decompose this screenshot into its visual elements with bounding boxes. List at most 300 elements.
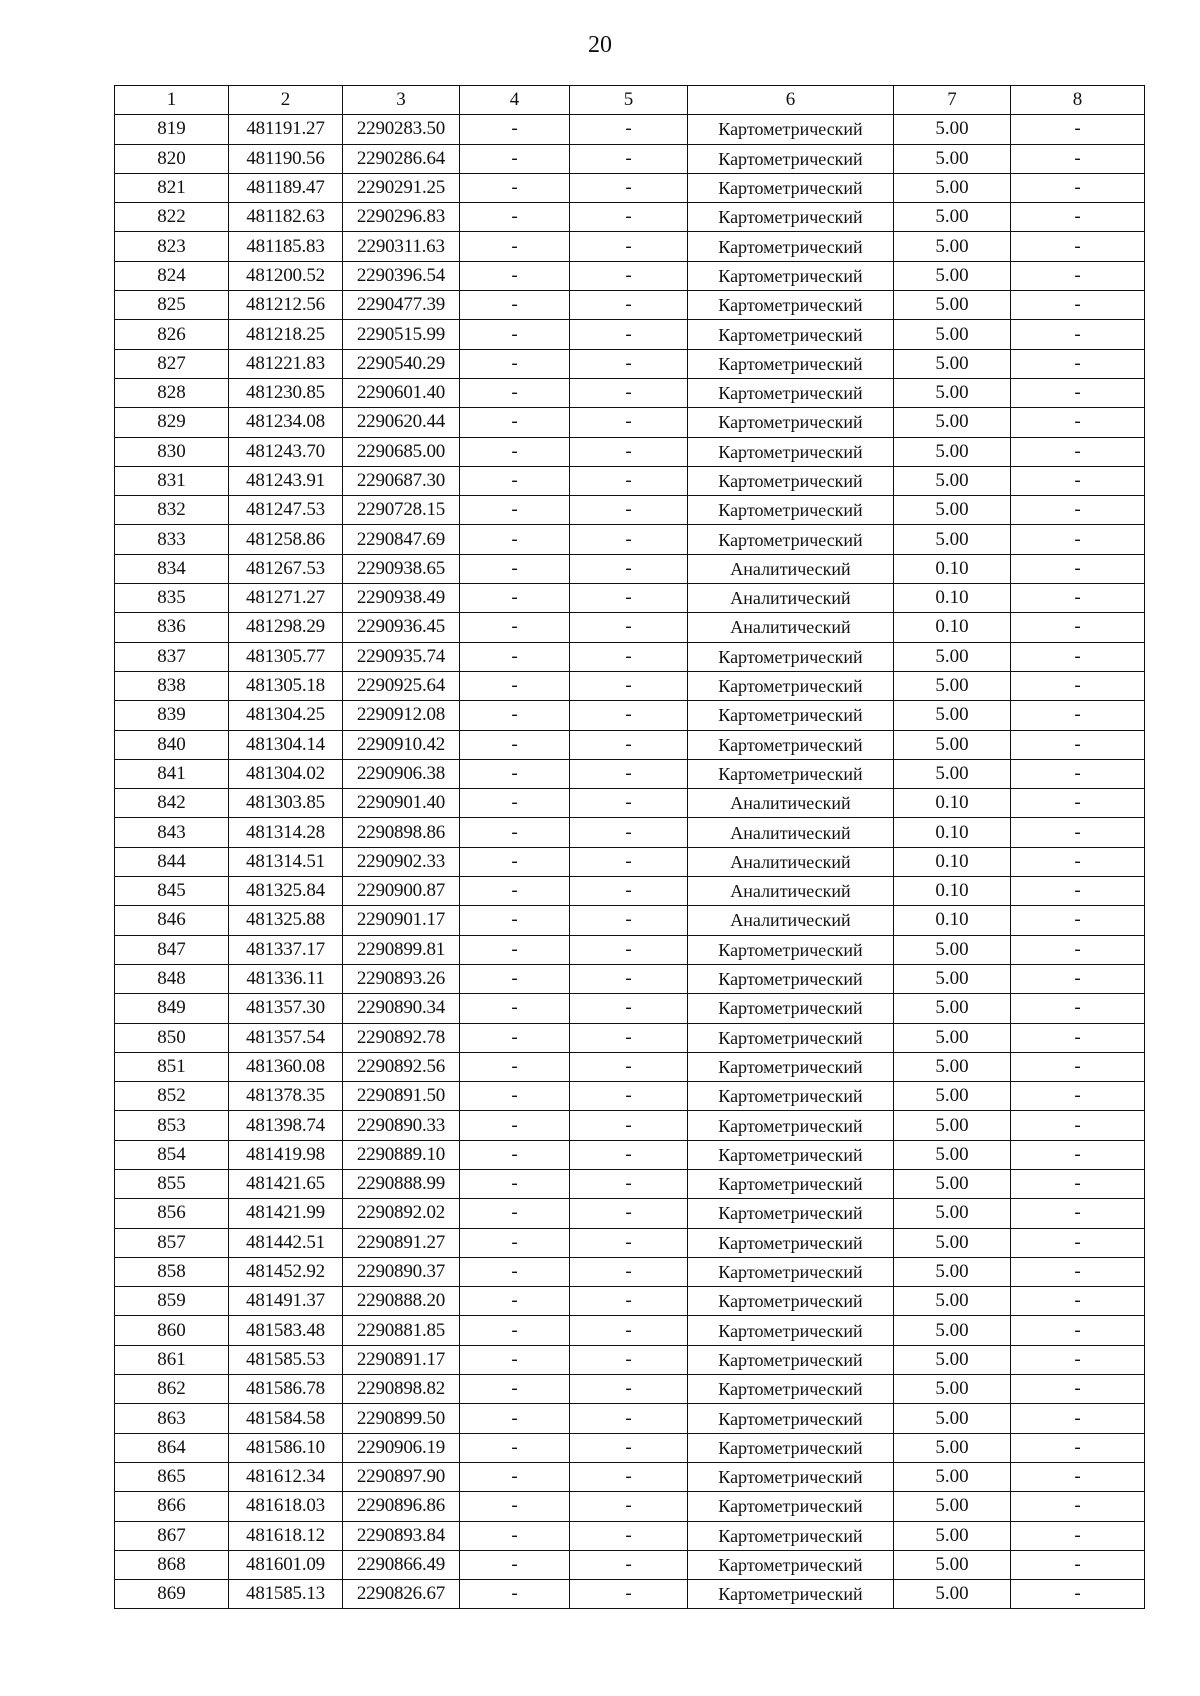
col5-cell: - bbox=[570, 232, 688, 261]
y-coordinate-cell: 2290291.25 bbox=[343, 173, 460, 202]
col4-cell: - bbox=[460, 789, 570, 818]
col8-cell: - bbox=[1011, 847, 1145, 876]
x-coordinate-cell: 481189.47 bbox=[229, 173, 343, 202]
col4-cell: - bbox=[460, 935, 570, 964]
accuracy-cell: 5.00 bbox=[894, 1433, 1011, 1462]
point-number-cell: 820 bbox=[115, 144, 229, 173]
y-coordinate-cell: 2290620.44 bbox=[343, 408, 460, 437]
table-row bbox=[115, 437, 1145, 466]
col8-cell: - bbox=[1011, 1433, 1145, 1462]
y-coordinate-cell: 2290891.17 bbox=[343, 1345, 460, 1374]
table-row bbox=[115, 906, 1145, 935]
col4-cell: - bbox=[460, 877, 570, 906]
method-cell: Картометрический bbox=[688, 261, 894, 290]
accuracy-cell: 5.00 bbox=[894, 1404, 1011, 1433]
col5-cell: - bbox=[570, 1462, 688, 1491]
method-cell: Картометрический bbox=[688, 291, 894, 320]
col8-cell: - bbox=[1011, 115, 1145, 144]
point-number-cell: 858 bbox=[115, 1257, 229, 1286]
table-row bbox=[115, 115, 1145, 144]
col4-cell: - bbox=[460, 115, 570, 144]
y-coordinate-cell: 2290826.67 bbox=[343, 1580, 460, 1609]
method-cell: Картометрический bbox=[688, 1140, 894, 1169]
table-row bbox=[115, 320, 1145, 349]
table-row bbox=[115, 349, 1145, 378]
table-row bbox=[115, 291, 1145, 320]
col5-cell: - bbox=[570, 144, 688, 173]
col5-cell: - bbox=[570, 759, 688, 788]
point-number-cell: 841 bbox=[115, 759, 229, 788]
col4-cell: - bbox=[460, 671, 570, 700]
table-row bbox=[115, 144, 1145, 173]
point-number-cell: 831 bbox=[115, 466, 229, 495]
method-cell: Картометрический bbox=[688, 1052, 894, 1081]
point-number-cell: 866 bbox=[115, 1492, 229, 1521]
col4-cell: - bbox=[460, 906, 570, 935]
col5-cell: - bbox=[570, 1287, 688, 1316]
y-coordinate-cell: 2290938.65 bbox=[343, 554, 460, 583]
accuracy-cell: 5.00 bbox=[894, 1345, 1011, 1374]
method-cell: Картометрический bbox=[688, 232, 894, 261]
accuracy-cell: 5.00 bbox=[894, 935, 1011, 964]
col8-cell: - bbox=[1011, 1462, 1145, 1491]
method-cell: Картометрический bbox=[688, 994, 894, 1023]
col4-cell: - bbox=[460, 847, 570, 876]
col5-cell: - bbox=[570, 1140, 688, 1169]
accuracy-cell: 5.00 bbox=[894, 320, 1011, 349]
col8-cell: - bbox=[1011, 818, 1145, 847]
col8-cell: - bbox=[1011, 1052, 1145, 1081]
accuracy-cell: 5.00 bbox=[894, 1257, 1011, 1286]
y-coordinate-cell: 2290892.78 bbox=[343, 1023, 460, 1052]
col8-cell: - bbox=[1011, 320, 1145, 349]
point-number-cell: 835 bbox=[115, 584, 229, 613]
accuracy-cell: 5.00 bbox=[894, 203, 1011, 232]
col5-cell: - bbox=[570, 115, 688, 144]
x-coordinate-cell: 481337.17 bbox=[229, 935, 343, 964]
col5-cell: - bbox=[570, 554, 688, 583]
table-row bbox=[115, 1228, 1145, 1257]
table-row bbox=[115, 525, 1145, 554]
col5-cell: - bbox=[570, 378, 688, 407]
method-cell: Аналитический bbox=[688, 789, 894, 818]
col4-cell: - bbox=[460, 584, 570, 613]
x-coordinate-cell: 481247.53 bbox=[229, 496, 343, 525]
x-coordinate-cell: 481357.30 bbox=[229, 994, 343, 1023]
y-coordinate-cell: 2290906.19 bbox=[343, 1433, 460, 1462]
accuracy-cell: 5.00 bbox=[894, 1580, 1011, 1609]
method-cell: Картометрический bbox=[688, 759, 894, 788]
col5-cell: - bbox=[570, 671, 688, 700]
col4-cell: - bbox=[460, 1345, 570, 1374]
col8-cell: - bbox=[1011, 877, 1145, 906]
x-coordinate-cell: 481304.25 bbox=[229, 701, 343, 730]
table-row bbox=[115, 203, 1145, 232]
accuracy-cell: 5.00 bbox=[894, 1052, 1011, 1081]
table-row bbox=[115, 1287, 1145, 1316]
method-cell: Аналитический bbox=[688, 554, 894, 583]
table-row bbox=[115, 642, 1145, 671]
col5-cell: - bbox=[570, 1111, 688, 1140]
method-cell: Картометрический bbox=[688, 1169, 894, 1198]
col5-cell: - bbox=[570, 1052, 688, 1081]
method-cell: Картометрический bbox=[688, 144, 894, 173]
accuracy-cell: 5.00 bbox=[894, 466, 1011, 495]
col4-cell: - bbox=[460, 818, 570, 847]
x-coordinate-cell: 481585.53 bbox=[229, 1345, 343, 1374]
point-number-cell: 824 bbox=[115, 261, 229, 290]
col4-cell: - bbox=[460, 1462, 570, 1491]
point-number-cell: 822 bbox=[115, 203, 229, 232]
point-number-cell: 823 bbox=[115, 232, 229, 261]
col5-cell: - bbox=[570, 1082, 688, 1111]
table-row bbox=[115, 1257, 1145, 1286]
y-coordinate-cell: 2290896.86 bbox=[343, 1492, 460, 1521]
col5-cell: - bbox=[570, 1228, 688, 1257]
x-coordinate-cell: 481360.08 bbox=[229, 1052, 343, 1081]
col5-cell: - bbox=[570, 1375, 688, 1404]
x-coordinate-cell: 481601.09 bbox=[229, 1550, 343, 1579]
x-coordinate-cell: 481305.18 bbox=[229, 671, 343, 700]
x-coordinate-cell: 481585.13 bbox=[229, 1580, 343, 1609]
col4-cell: - bbox=[460, 759, 570, 788]
accuracy-cell: 5.00 bbox=[894, 115, 1011, 144]
y-coordinate-cell: 2290881.85 bbox=[343, 1316, 460, 1345]
col5-cell: - bbox=[570, 701, 688, 730]
point-number-cell: 848 bbox=[115, 964, 229, 993]
y-coordinate-cell: 2290891.27 bbox=[343, 1228, 460, 1257]
col5-cell: - bbox=[570, 1169, 688, 1198]
method-cell: Картометрический bbox=[688, 1550, 894, 1579]
x-coordinate-cell: 481442.51 bbox=[229, 1228, 343, 1257]
point-number-cell: 840 bbox=[115, 730, 229, 759]
method-cell: Аналитический bbox=[688, 877, 894, 906]
col4-cell: - bbox=[460, 613, 570, 642]
y-coordinate-cell: 2290477.39 bbox=[343, 291, 460, 320]
x-coordinate-cell: 481267.53 bbox=[229, 554, 343, 583]
col5-cell: - bbox=[570, 877, 688, 906]
col8-cell: - bbox=[1011, 1199, 1145, 1228]
point-number-cell: 826 bbox=[115, 320, 229, 349]
x-coordinate-cell: 481212.56 bbox=[229, 291, 343, 320]
y-coordinate-cell: 2290515.99 bbox=[343, 320, 460, 349]
col8-cell: - bbox=[1011, 1404, 1145, 1433]
x-coordinate-cell: 481398.74 bbox=[229, 1111, 343, 1140]
y-coordinate-cell: 2290891.50 bbox=[343, 1082, 460, 1111]
col8-cell: - bbox=[1011, 1287, 1145, 1316]
method-cell: Картометрический bbox=[688, 1375, 894, 1404]
point-number-cell: 843 bbox=[115, 818, 229, 847]
col5-cell: - bbox=[570, 584, 688, 613]
col8-cell: - bbox=[1011, 496, 1145, 525]
x-coordinate-cell: 481586.10 bbox=[229, 1433, 343, 1462]
col4-cell: - bbox=[460, 525, 570, 554]
method-cell: Картометрический bbox=[688, 437, 894, 466]
y-coordinate-cell: 2290728.15 bbox=[343, 496, 460, 525]
col5-cell: - bbox=[570, 818, 688, 847]
x-coordinate-cell: 481271.27 bbox=[229, 584, 343, 613]
col4-cell: - bbox=[460, 1550, 570, 1579]
col4-cell: - bbox=[460, 408, 570, 437]
col8-cell: - bbox=[1011, 408, 1145, 437]
accuracy-cell: 5.00 bbox=[894, 173, 1011, 202]
point-number-cell: 842 bbox=[115, 789, 229, 818]
col8-cell: - bbox=[1011, 759, 1145, 788]
col8-cell: - bbox=[1011, 1140, 1145, 1169]
col4-cell: - bbox=[460, 1169, 570, 1198]
accuracy-cell: 5.00 bbox=[894, 232, 1011, 261]
col4-cell: - bbox=[460, 1140, 570, 1169]
method-cell: Картометрический bbox=[688, 1492, 894, 1521]
col8-cell: - bbox=[1011, 466, 1145, 495]
col5-cell: - bbox=[570, 730, 688, 759]
method-cell: Картометрический bbox=[688, 1228, 894, 1257]
accuracy-cell: 5.00 bbox=[894, 437, 1011, 466]
method-cell: Картометрический bbox=[688, 1345, 894, 1374]
table-row bbox=[115, 1082, 1145, 1111]
method-cell: Картометрический bbox=[688, 935, 894, 964]
x-coordinate-cell: 481185.83 bbox=[229, 232, 343, 261]
point-number-cell: 846 bbox=[115, 906, 229, 935]
col5-cell: - bbox=[570, 1433, 688, 1462]
col4-cell: - bbox=[460, 1375, 570, 1404]
x-coordinate-cell: 481583.48 bbox=[229, 1316, 343, 1345]
accuracy-cell: 5.00 bbox=[894, 1140, 1011, 1169]
col8-cell: - bbox=[1011, 906, 1145, 935]
method-cell: Картометрический bbox=[688, 1316, 894, 1345]
method-cell: Картометрический bbox=[688, 1082, 894, 1111]
point-number-cell: 851 bbox=[115, 1052, 229, 1081]
table-row bbox=[115, 1169, 1145, 1198]
method-cell: Картометрический bbox=[688, 1257, 894, 1286]
x-coordinate-cell: 481303.85 bbox=[229, 789, 343, 818]
table-row bbox=[115, 1462, 1145, 1491]
point-number-cell: 833 bbox=[115, 525, 229, 554]
table-row bbox=[115, 671, 1145, 700]
x-coordinate-cell: 481200.52 bbox=[229, 261, 343, 290]
y-coordinate-cell: 2290898.86 bbox=[343, 818, 460, 847]
point-number-cell: 860 bbox=[115, 1316, 229, 1345]
col8-cell: - bbox=[1011, 1316, 1145, 1345]
col8-cell: - bbox=[1011, 203, 1145, 232]
col8-cell: - bbox=[1011, 1375, 1145, 1404]
accuracy-cell: 5.00 bbox=[894, 525, 1011, 554]
col4-cell: - bbox=[460, 964, 570, 993]
col5-cell: - bbox=[570, 906, 688, 935]
table-row bbox=[115, 759, 1145, 788]
col4-cell: - bbox=[460, 1492, 570, 1521]
col5-cell: - bbox=[570, 964, 688, 993]
x-coordinate-cell: 481618.03 bbox=[229, 1492, 343, 1521]
col5-cell: - bbox=[570, 291, 688, 320]
table-row bbox=[115, 730, 1145, 759]
y-coordinate-cell: 2290900.87 bbox=[343, 877, 460, 906]
method-cell: Картометрический bbox=[688, 1023, 894, 1052]
accuracy-cell: 5.00 bbox=[894, 496, 1011, 525]
col5-cell: - bbox=[570, 1199, 688, 1228]
col5-cell: - bbox=[570, 994, 688, 1023]
method-cell: Картометрический bbox=[688, 320, 894, 349]
accuracy-cell: 5.00 bbox=[894, 1375, 1011, 1404]
point-number-cell: 845 bbox=[115, 877, 229, 906]
col8-cell: - bbox=[1011, 701, 1145, 730]
column-header: 3 bbox=[343, 86, 460, 115]
table-row bbox=[115, 964, 1145, 993]
point-number-cell: 847 bbox=[115, 935, 229, 964]
col4-cell: - bbox=[460, 1111, 570, 1140]
table-row bbox=[115, 613, 1145, 642]
table-row bbox=[115, 1404, 1145, 1433]
x-coordinate-cell: 481584.58 bbox=[229, 1404, 343, 1433]
x-coordinate-cell: 481304.14 bbox=[229, 730, 343, 759]
table-row bbox=[115, 496, 1145, 525]
x-coordinate-cell: 481336.11 bbox=[229, 964, 343, 993]
col8-cell: - bbox=[1011, 789, 1145, 818]
column-header: 4 bbox=[460, 86, 570, 115]
col8-cell: - bbox=[1011, 1082, 1145, 1111]
x-coordinate-cell: 481243.91 bbox=[229, 466, 343, 495]
col5-cell: - bbox=[570, 1580, 688, 1609]
accuracy-cell: 0.10 bbox=[894, 847, 1011, 876]
col4-cell: - bbox=[460, 173, 570, 202]
method-cell: Картометрический bbox=[688, 203, 894, 232]
point-number-cell: 829 bbox=[115, 408, 229, 437]
x-coordinate-cell: 481182.63 bbox=[229, 203, 343, 232]
col4-cell: - bbox=[460, 496, 570, 525]
table-row bbox=[115, 584, 1145, 613]
col4-cell: - bbox=[460, 437, 570, 466]
col8-cell: - bbox=[1011, 935, 1145, 964]
y-coordinate-cell: 2290938.49 bbox=[343, 584, 460, 613]
point-number-cell: 856 bbox=[115, 1199, 229, 1228]
table-row bbox=[115, 1375, 1145, 1404]
col4-cell: - bbox=[460, 320, 570, 349]
col5-cell: - bbox=[570, 437, 688, 466]
y-coordinate-cell: 2290687.30 bbox=[343, 466, 460, 495]
table-row bbox=[115, 1433, 1145, 1462]
table-row bbox=[115, 554, 1145, 583]
accuracy-cell: 0.10 bbox=[894, 906, 1011, 935]
table-row bbox=[115, 1550, 1145, 1579]
col5-cell: - bbox=[570, 349, 688, 378]
y-coordinate-cell: 2290311.63 bbox=[343, 232, 460, 261]
method-cell: Аналитический bbox=[688, 818, 894, 847]
y-coordinate-cell: 2290912.08 bbox=[343, 701, 460, 730]
col8-cell: - bbox=[1011, 994, 1145, 1023]
x-coordinate-cell: 481258.86 bbox=[229, 525, 343, 554]
accuracy-cell: 5.00 bbox=[894, 1111, 1011, 1140]
accuracy-cell: 5.00 bbox=[894, 261, 1011, 290]
col5-cell: - bbox=[570, 1316, 688, 1345]
table-row bbox=[115, 466, 1145, 495]
accuracy-cell: 5.00 bbox=[894, 1550, 1011, 1579]
x-coordinate-cell: 481243.70 bbox=[229, 437, 343, 466]
accuracy-cell: 5.00 bbox=[894, 378, 1011, 407]
col8-cell: - bbox=[1011, 1023, 1145, 1052]
method-cell: Картометрический bbox=[688, 1462, 894, 1491]
x-coordinate-cell: 481314.51 bbox=[229, 847, 343, 876]
y-coordinate-cell: 2290899.50 bbox=[343, 1404, 460, 1433]
col5-cell: - bbox=[570, 1492, 688, 1521]
table-row bbox=[115, 1580, 1145, 1609]
column-header: 7 bbox=[894, 86, 1011, 115]
col8-cell: - bbox=[1011, 437, 1145, 466]
x-coordinate-cell: 481618.12 bbox=[229, 1521, 343, 1550]
method-cell: Картометрический bbox=[688, 1580, 894, 1609]
accuracy-cell: 0.10 bbox=[894, 613, 1011, 642]
y-coordinate-cell: 2290286.64 bbox=[343, 144, 460, 173]
column-header: 6 bbox=[688, 86, 894, 115]
y-coordinate-cell: 2290892.02 bbox=[343, 1199, 460, 1228]
table-row bbox=[115, 1345, 1145, 1374]
point-number-cell: 853 bbox=[115, 1111, 229, 1140]
accuracy-cell: 5.00 bbox=[894, 291, 1011, 320]
col5-cell: - bbox=[570, 173, 688, 202]
col5-cell: - bbox=[570, 1404, 688, 1433]
col5-cell: - bbox=[570, 1257, 688, 1286]
point-number-cell: 869 bbox=[115, 1580, 229, 1609]
col8-cell: - bbox=[1011, 349, 1145, 378]
point-number-cell: 830 bbox=[115, 437, 229, 466]
accuracy-cell: 5.00 bbox=[894, 1316, 1011, 1345]
accuracy-cell: 0.10 bbox=[894, 554, 1011, 583]
col5-cell: - bbox=[570, 613, 688, 642]
y-coordinate-cell: 2290935.74 bbox=[343, 642, 460, 671]
method-cell: Картометрический bbox=[688, 466, 894, 495]
col4-cell: - bbox=[460, 261, 570, 290]
x-coordinate-cell: 481218.25 bbox=[229, 320, 343, 349]
y-coordinate-cell: 2290888.99 bbox=[343, 1169, 460, 1198]
y-coordinate-cell: 2290601.40 bbox=[343, 378, 460, 407]
col8-cell: - bbox=[1011, 232, 1145, 261]
col8-cell: - bbox=[1011, 378, 1145, 407]
y-coordinate-cell: 2290890.34 bbox=[343, 994, 460, 1023]
table-row bbox=[115, 877, 1145, 906]
col8-cell: - bbox=[1011, 1345, 1145, 1374]
col8-cell: - bbox=[1011, 584, 1145, 613]
col8-cell: - bbox=[1011, 1550, 1145, 1579]
point-number-cell: 865 bbox=[115, 1462, 229, 1491]
accuracy-cell: 0.10 bbox=[894, 789, 1011, 818]
col4-cell: - bbox=[460, 1023, 570, 1052]
header-row bbox=[115, 86, 1145, 115]
method-cell: Картометрический bbox=[688, 642, 894, 671]
y-coordinate-cell: 2290296.83 bbox=[343, 203, 460, 232]
col8-cell: - bbox=[1011, 173, 1145, 202]
y-coordinate-cell: 2290897.90 bbox=[343, 1462, 460, 1491]
col8-cell: - bbox=[1011, 291, 1145, 320]
col4-cell: - bbox=[460, 554, 570, 583]
method-cell: Аналитический bbox=[688, 847, 894, 876]
y-coordinate-cell: 2290902.33 bbox=[343, 847, 460, 876]
x-coordinate-cell: 481191.27 bbox=[229, 115, 343, 144]
col5-cell: - bbox=[570, 789, 688, 818]
accuracy-cell: 5.00 bbox=[894, 1023, 1011, 1052]
method-cell: Картометрический bbox=[688, 349, 894, 378]
y-coordinate-cell: 2290936.45 bbox=[343, 613, 460, 642]
method-cell: Картометрический bbox=[688, 1111, 894, 1140]
col8-cell: - bbox=[1011, 261, 1145, 290]
point-number-cell: 819 bbox=[115, 115, 229, 144]
col5-cell: - bbox=[570, 1023, 688, 1052]
x-coordinate-cell: 481421.65 bbox=[229, 1169, 343, 1198]
accuracy-cell: 5.00 bbox=[894, 1228, 1011, 1257]
method-cell: Картометрический bbox=[688, 1404, 894, 1433]
col8-cell: - bbox=[1011, 730, 1145, 759]
accuracy-cell: 5.00 bbox=[894, 1169, 1011, 1198]
table-row bbox=[115, 1199, 1145, 1228]
col8-cell: - bbox=[1011, 554, 1145, 583]
